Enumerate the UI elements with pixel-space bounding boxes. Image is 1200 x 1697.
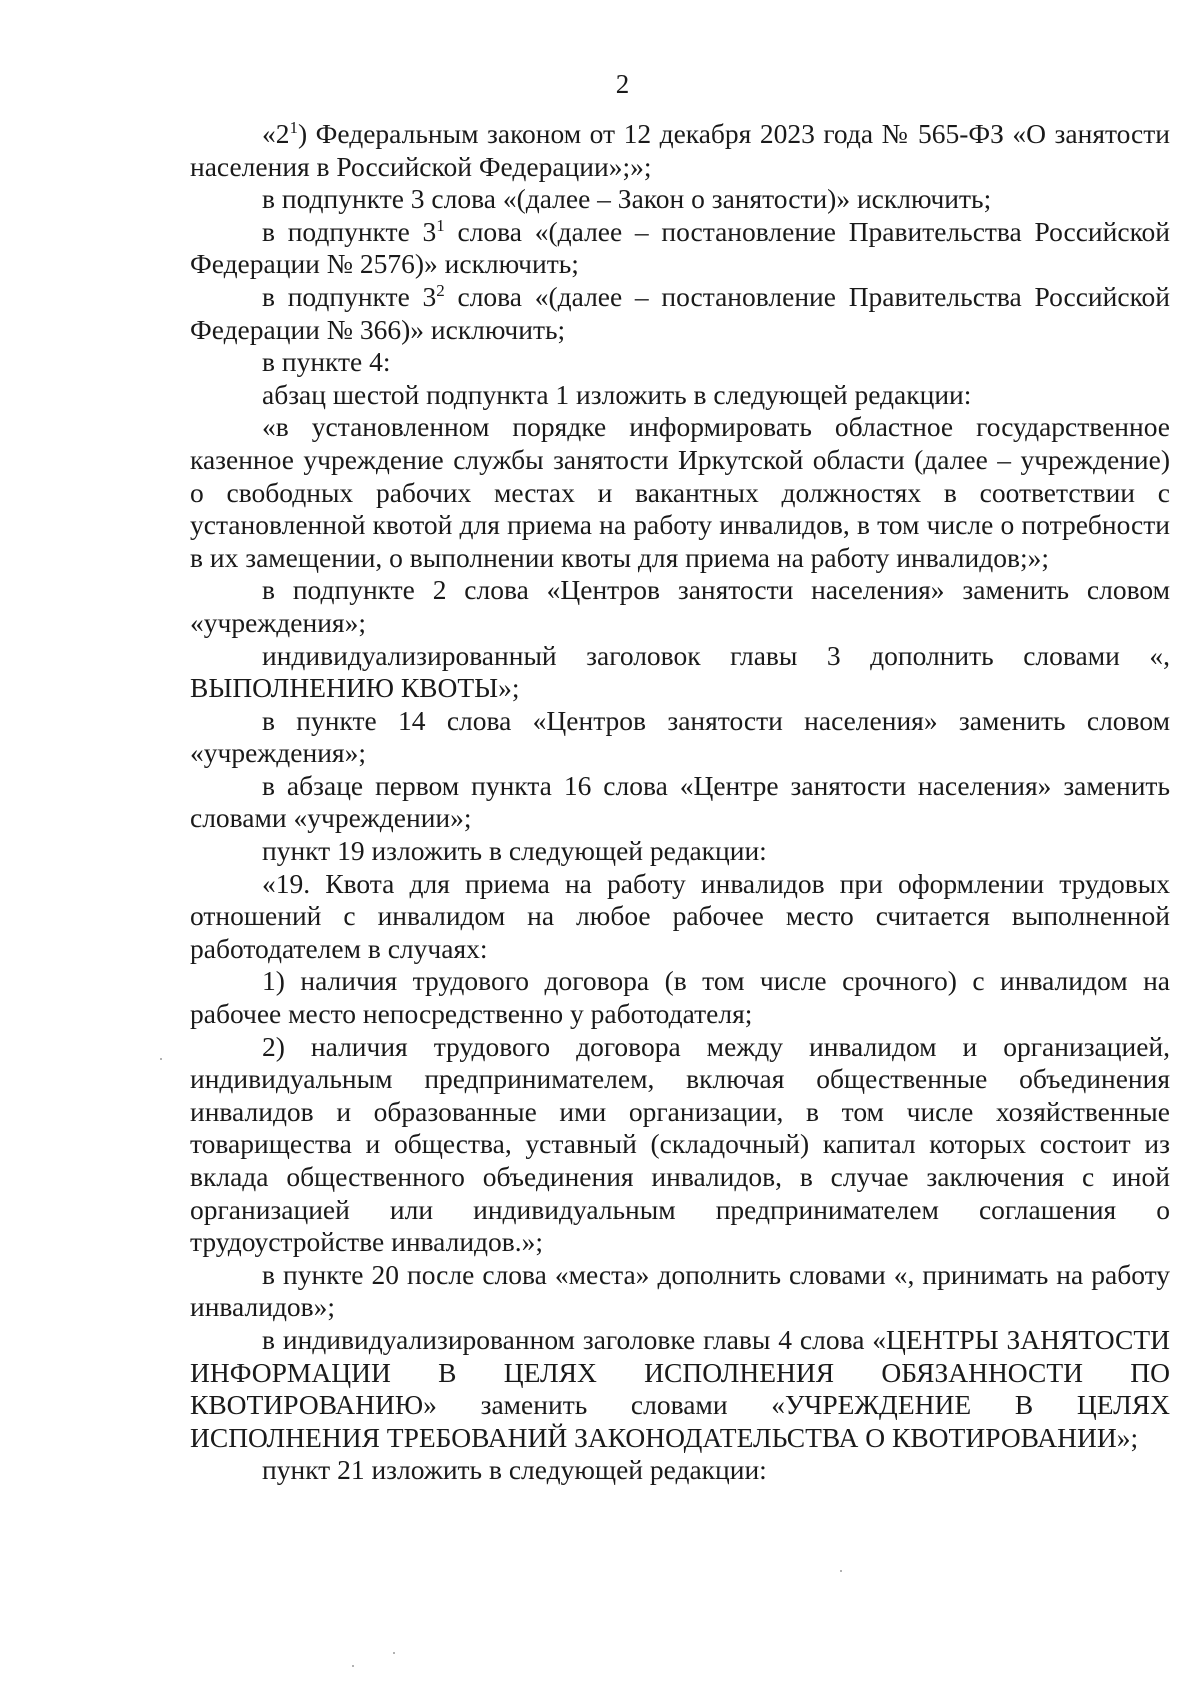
paragraph <box>190 183 1170 216</box>
paragraph <box>190 411 1170 574</box>
scan-speck <box>160 1058 162 1060</box>
paragraph-text: пункт 19 изложить в следующей редакции: <box>262 835 767 867</box>
paragraph-text: в подпункте 2 слова «Центров занятости населения» заменить словом «учреждения»; <box>190 574 1170 638</box>
paragraph-text: абзац шестой подпункта 1 изложить в следующей редакции: <box>262 378 972 410</box>
paragraph-text: «19. Квота для приема на работу инвалидов при оформлении трудовых отношений с инвалидом на любое рабочее место считается выполненной работодателем в случаях: <box>190 867 1170 964</box>
superscript: 2 <box>436 280 445 300</box>
paragraph <box>190 770 1170 835</box>
paragraph <box>190 868 1170 966</box>
scan-speck <box>393 1652 395 1654</box>
paragraph-text: в подпункте 3 <box>262 280 437 312</box>
paragraph-text: в подпункте 3 <box>262 215 437 247</box>
superscript: 1 <box>289 117 298 137</box>
paragraph <box>190 379 1170 412</box>
paragraph <box>190 1031 1170 1259</box>
page-number: 2 <box>615 69 630 99</box>
paragraph <box>190 1454 1170 1487</box>
paragraph-text: «2 <box>262 118 290 149</box>
paragraph <box>190 705 1170 770</box>
paragraph <box>190 640 1170 705</box>
paragraph-text: «в установленном порядке информировать областное государственное казенное учреждение службы занятости Иркутской области (далее – учреждение) о свободных рабочих местах и вакантных должностях в соответствии с установленной квотой для приема на работу инвалидов, в том числе о потребности в их замещении, о выполнении квоты для приема на работу инвалидов;»; <box>190 411 1170 573</box>
paragraph <box>190 1324 1170 1454</box>
paragraph <box>190 574 1170 639</box>
paragraph-text: 1) наличия трудового договора (в том числе срочного) с инвалидом на рабочее место непосредственно у работодателя; <box>190 965 1170 1030</box>
paragraph-text: слова «(далее – постановление Правительства Российской Федерации № 366)» исключить; <box>190 280 1170 345</box>
paragraph-text: ) Федеральным законом от 12 декабря 2023 года № 565-ФЗ «О занятости населения в Российской Федерации»;»; <box>190 118 1170 182</box>
paragraph <box>190 281 1170 346</box>
superscript: 1 <box>436 215 445 235</box>
paragraph-text: пункт 21 изложить в следующей редакции: <box>262 1454 767 1486</box>
paragraph-text: в абзаце первом пункта 16 слова «Центре занятости населения» заменить словами «учреждении»; <box>190 769 1170 834</box>
paragraph-text: в подпункте 3 слова «(далее – Закон о занятости)» исключить; <box>262 183 992 215</box>
paragraph <box>190 965 1170 1030</box>
scan-speck <box>840 1570 842 1572</box>
paragraph-text: индивидуализированный заголовок главы 3 дополнить словами «, ВЫПОЛНЕНИЮ КВОТЫ»; <box>190 639 1170 704</box>
paragraph-text: слова «(далее – постановление Правительства Российской Федерации № 2576)» исключить; <box>190 215 1170 280</box>
scan-speck <box>352 1665 354 1667</box>
paragraph-text: в пункте 14 слова «Центров занятости населения» заменить словом «учреждения»; <box>190 704 1170 769</box>
paragraph-text: в пункте 20 после слова «места» дополнить словами «, принимать на работу инвалидов»; <box>190 1258 1170 1323</box>
paragraph-text: в индивидуализированном заголовке главы 4 слова «ЦЕНТРЫ ЗАНЯТОСТИ ИНФОРМАЦИИ В ЦЕЛЯХ ИСПОЛНЕНИЯ ОБЯЗАННОСТИ ПО КВОТИРОВАНИЮ» заменить словами «УЧРЕЖДЕНИЕ В ЦЕЛЯХ ИСПОЛНЕНИЯ ТРЕБОВАНИЙ ЗАКОНОДАТЕЛЬСТВА О КВОТИРОВАНИИ»; <box>190 1323 1170 1453</box>
paragraph-text: в пункте 4: <box>262 346 391 378</box>
paragraph <box>190 835 1170 868</box>
paragraph <box>190 1259 1170 1324</box>
paragraph <box>190 216 1170 281</box>
paragraph-text: 2) наличия трудового договора между инвалидом и организацией, индивидуальным предпринимателем, включая общественные объединения инвалидов и образованные ими организации, в том числе хозяйственные товарищества и общества, уставный (складочный) капитал которых состоит из вклада общественного объединения инвалидов, в случае заключения с иной организацией или индивидуальным предпринимателем соглашения о трудоустройстве инвалидов.»; <box>190 1030 1170 1258</box>
paragraph <box>190 118 1170 183</box>
paragraph <box>190 346 1170 379</box>
document-body <box>190 118 1170 1487</box>
